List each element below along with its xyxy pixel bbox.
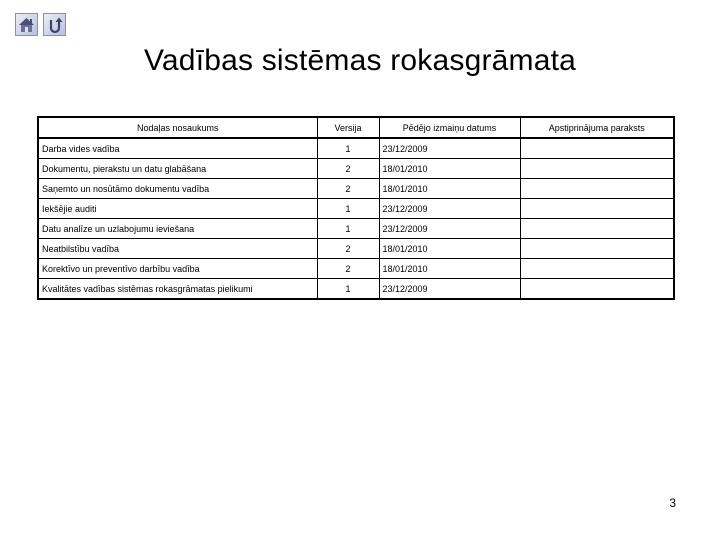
chapter-date: 23/12/2009 <box>379 279 520 300</box>
chapter-name: Datu analīze un uzlabojumu ieviešana <box>38 219 317 239</box>
chapter-version: 1 <box>317 219 379 239</box>
chapter-date: 18/01/2010 <box>379 239 520 259</box>
chapter-name: Saņemto un nosūtāmo dokumentu vadība <box>38 179 317 199</box>
chapter-signature <box>520 159 674 179</box>
chapter-date: 23/12/2009 <box>379 138 520 159</box>
table-row <box>38 199 674 219</box>
chapter-signature <box>520 179 674 199</box>
chapter-date: 18/01/2010 <box>379 179 520 199</box>
home-button[interactable] <box>15 13 38 36</box>
return-button[interactable] <box>43 13 66 36</box>
table-row <box>38 219 674 239</box>
table-row <box>38 279 674 300</box>
chapter-signature <box>520 279 674 300</box>
navigation-buttons <box>15 13 66 36</box>
chapter-name: Kvalitātes vadības sistēmas rokasgrāmatas pielikumi <box>38 279 317 300</box>
header-chapter-name: Nodaļas nosaukums <box>38 117 317 138</box>
home-icon <box>17 15 36 34</box>
chapter-signature <box>520 219 674 239</box>
table-header-row <box>38 117 674 138</box>
chapter-name: Iekšējie auditi <box>38 199 317 219</box>
chapter-date: 18/01/2010 <box>379 159 520 179</box>
header-approval-signature: Apstiprinājuma paraksts <box>520 117 674 138</box>
page-number: 3 <box>669 496 676 510</box>
header-last-change-date: Pēdējo izmaiņu datums <box>379 117 520 138</box>
chapter-signature <box>520 259 674 279</box>
chapter-version: 1 <box>317 138 379 159</box>
chapter-version: 2 <box>317 159 379 179</box>
table-row <box>38 239 674 259</box>
chapter-signature <box>520 138 674 159</box>
table-row <box>38 259 674 279</box>
page-title: Vadības sistēmas rokasgrāmata <box>143 44 577 77</box>
chapter-version: 2 <box>317 179 379 199</box>
chapter-date: 23/12/2009 <box>379 219 520 239</box>
header-version: Versija <box>317 117 379 138</box>
chapter-name: Dokumentu, pierakstu un datu glabāšana <box>38 159 317 179</box>
chapter-name: Korektīvo un preventīvo darbību vadība <box>38 259 317 279</box>
chapters-table <box>37 116 675 300</box>
chapter-signature <box>520 199 674 219</box>
chapter-version: 1 <box>317 199 379 219</box>
chapter-version: 1 <box>317 279 379 300</box>
chapter-name: Darba vides vadība <box>38 138 317 159</box>
chapter-signature <box>520 239 674 259</box>
chapter-date: 23/12/2009 <box>379 199 520 219</box>
chapter-version: 2 <box>317 239 379 259</box>
chapter-version: 2 <box>317 259 379 279</box>
chapter-name: Neatbilstību vadība <box>38 239 317 259</box>
return-arrow-icon <box>45 15 64 34</box>
table-row <box>38 138 674 159</box>
table-row <box>38 179 674 199</box>
table-row <box>38 159 674 179</box>
chapter-date: 18/01/2010 <box>379 259 520 279</box>
